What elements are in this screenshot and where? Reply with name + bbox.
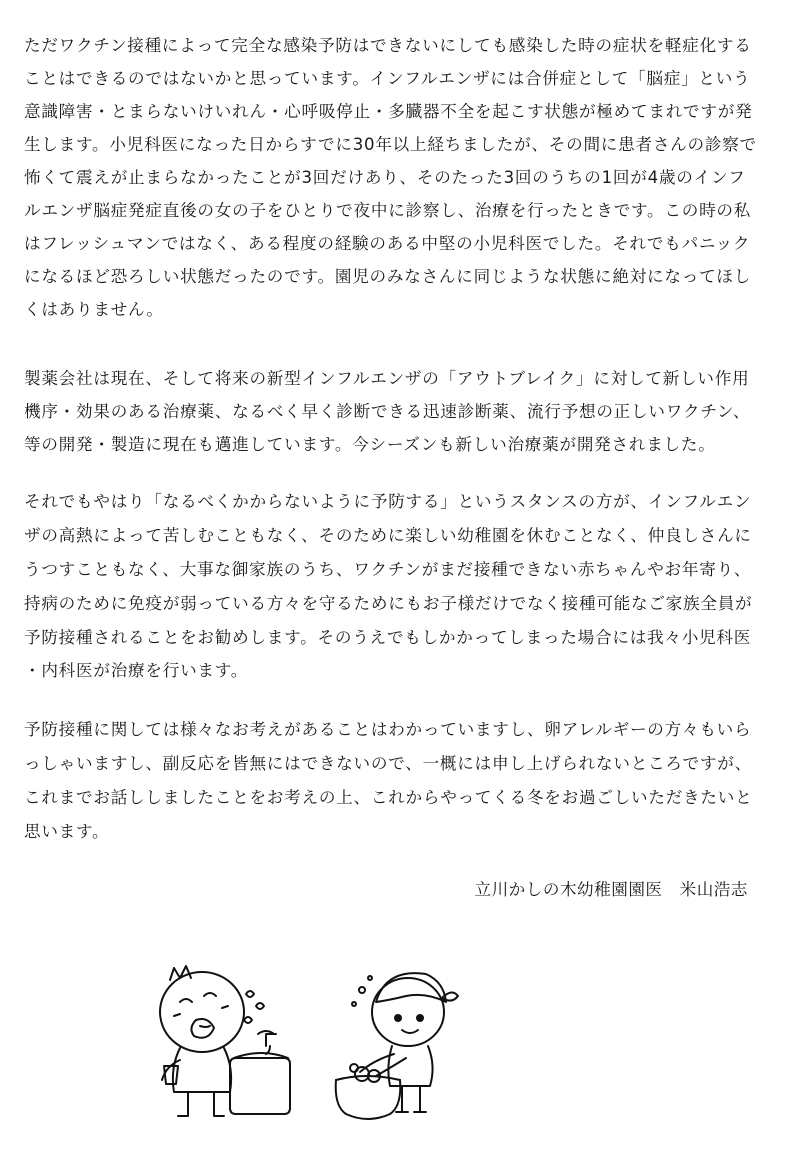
paragraph-1-line-2: ことはできるのではないかと思っています。インフルエンザには合併症として「脳症」という — [24, 69, 751, 88]
hygiene-illustration — [140, 950, 480, 1130]
paragraph-4-line-3: これまでお話ししましたことをお考えの上、これからやってくる冬をお過ごしいただきたいと — [24, 788, 753, 807]
signature: 立川かしの木幼稚園園医 米山浩志 — [474, 880, 748, 899]
handwashing-child-icon — [336, 973, 458, 1119]
paragraph-1-line-6: ルエンザ脳症発症直後の女の子をひとりで夜中に診察し、治療を行ったときです。この時の私 — [24, 201, 752, 220]
paragraph-3-line-2: ザの高熱によって苦しむこともなく、そのために楽しい幼稚園を休むことなく、仲良しさんに — [24, 526, 752, 545]
paragraph-1-line-1: ただワクチン接種によって完全な感染予防はできないにしても感染した時の症状を軽症化する — [24, 36, 752, 55]
paragraph-2-line-1: 製薬会社は現在、そして将来の新型インフルエンザの「アウトブレイク」に対して新しい作用 — [24, 369, 750, 388]
paragraph-4-line-4: 思います。 — [24, 822, 110, 841]
paragraph-3-line-6: ・内科医が治療を行います。 — [24, 661, 249, 680]
paragraph-3-line-3: うつすこともなく、大事な御家族のうち、ワクチンがまだ接種できない赤ちゃんやお年寄り、 — [24, 560, 752, 579]
paragraph-1-line-3: 意識障害・とまらないけいれん・心呼吸停止・多臓器不全を起こす状態が極めてまれですが発 — [24, 102, 753, 121]
paragraph-1-line-5: 怖くて震えが止まらなかったことが3回だけあり、そのたった3回のうちの1回が4歳のインフ — [24, 168, 746, 187]
paragraph-4-line-1: 予防接種に関しては様々なお考えがあることはわかっていますし、卵アレルギーの方々もいら — [24, 720, 752, 739]
paragraph-3-line-1: それでもやはり「なるべくかからないように予防する」というスタンスの方が、インフルエン — [24, 492, 752, 511]
paragraph-4-line-2: っしゃいますし、副反応を皆無にはできないので、一概には申し上げられないところですが、 — [24, 754, 752, 773]
illustration — [140, 950, 480, 1130]
paragraph-1-line-8: になるほど恐ろしい状態だったのです。園児のみなさんに同じような状態に絶対になってほし — [24, 267, 752, 286]
paragraph-1-line-7: はフレッシュマンではなく、ある程度の経験のある中堅の小児科医でした。それでもパニック — [24, 234, 751, 253]
paragraph-1-line-9: くはありません。 — [24, 300, 164, 319]
paragraph-1-line-4: 生します。小児科医になった日からすでに30年以上経ちましたが、その間に患者さんの診察で — [24, 135, 757, 154]
paragraph-2-line-2: 機序・効果のある治療薬、なるべく早く診断できる迅速診断薬、流行予想の正しいワクチン、 — [24, 402, 751, 421]
paragraph-3-line-4: 持病のために免疫が弱っている方々を守るためにもお子様だけでなく接種可能なご家族全員が — [24, 594, 753, 613]
gargling-child-icon — [160, 966, 290, 1116]
paragraph-3-line-5: 予防接種されることをお勧めします。そのうえでもしかかってしまった場合には我々小児科医 — [24, 628, 752, 647]
paragraph-2-line-3: 等の開発・製造に現在も邁進しています。今シーズンも新しい治療薬が開発されました。 — [24, 435, 716, 454]
